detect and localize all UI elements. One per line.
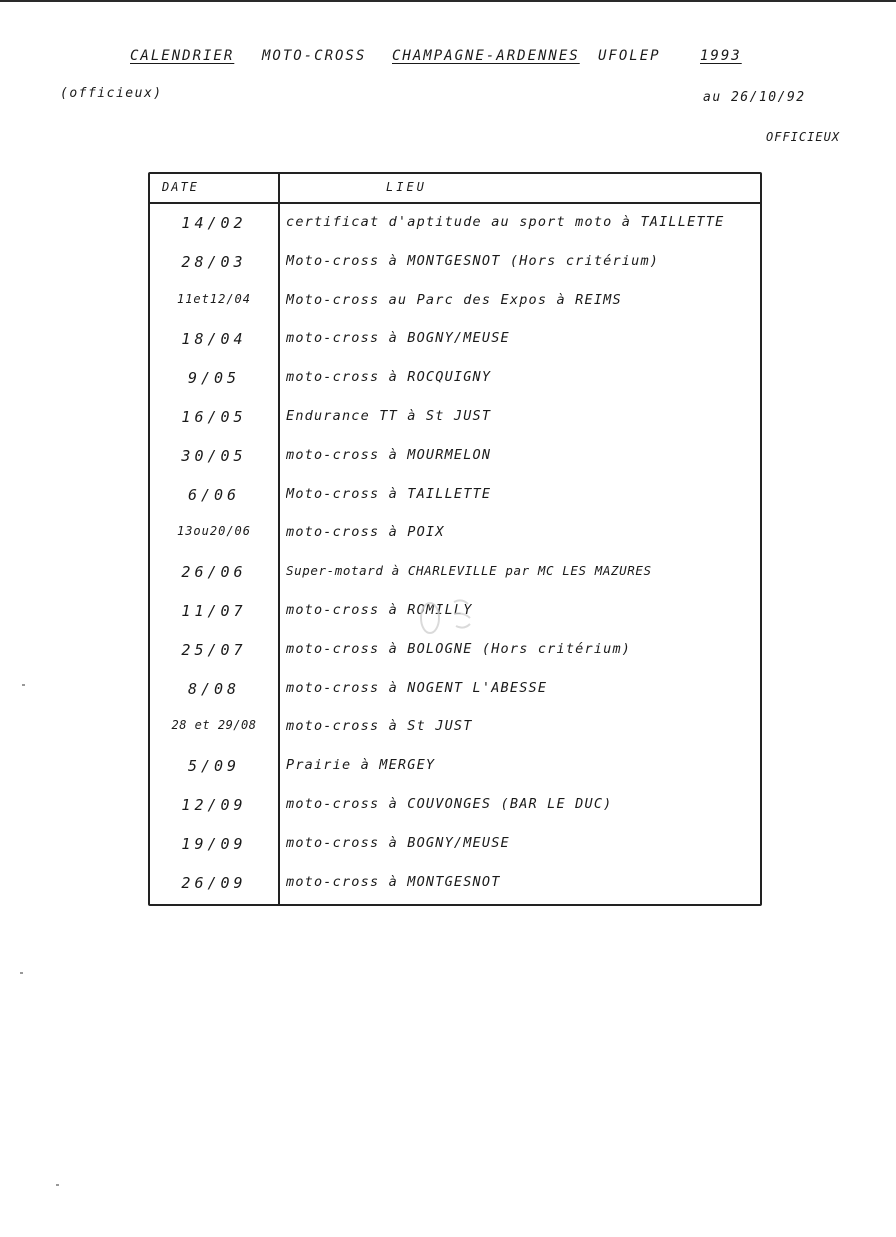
row-date: 26/09	[181, 873, 247, 892]
row-lieu: moto-cross à NOGENT L'ABESSE	[286, 679, 548, 696]
row-date: 6/06	[187, 485, 241, 504]
document-title	[130, 48, 750, 70]
row-lieu: moto-cross à COUVONGES (BAR LE DUC)	[286, 795, 613, 812]
top-border-line	[0, 0, 896, 2]
row-date: 11et12/04	[176, 291, 252, 306]
title-calendrier: CALENDRIER	[130, 48, 235, 64]
table-row	[150, 482, 760, 521]
row-date: 9/05	[187, 369, 241, 388]
row-lieu: Prairie à MERGEY	[286, 757, 436, 774]
unofficial-note: (officieux)	[60, 86, 163, 101]
title-moto-cross: MOTO-CROSS	[262, 48, 367, 64]
row-date: 11/07	[181, 601, 247, 620]
table-row	[150, 676, 760, 715]
row-lieu: Super-motard à CHARLEVILLE par MC LES MAZURES	[286, 563, 652, 579]
table-row	[150, 870, 760, 909]
row-date: 5/09	[187, 757, 241, 776]
row-lieu: moto-cross à BOGNY/MEUSE	[286, 330, 510, 347]
faint-watermark-stamp	[410, 592, 486, 642]
scan-speck	[56, 1184, 59, 1186]
table-row	[150, 249, 760, 288]
table-row	[150, 753, 760, 792]
row-date: 12/09	[181, 795, 247, 814]
table-row	[150, 404, 760, 443]
row-date: 19/09	[181, 834, 247, 853]
row-lieu: certificat d'aptitude au sport moto à TAILLETTE	[286, 214, 725, 230]
row-date: 8/08	[187, 679, 241, 698]
row-lieu: moto-cross à MONTGESNOT	[286, 873, 501, 890]
table-row	[150, 520, 760, 559]
table-row	[150, 210, 760, 249]
table-row	[150, 288, 760, 327]
row-lieu: moto-cross à POIX	[286, 524, 445, 541]
table-row	[150, 365, 760, 404]
watermark-graphic	[410, 592, 486, 642]
row-lieu: moto-cross à MOURMELON	[286, 446, 492, 463]
row-date: 28 et 29/08	[171, 718, 257, 733]
header-lieu: LIEU	[386, 180, 427, 194]
row-lieu: moto-cross à ROMILLY	[286, 601, 473, 618]
revision-date: au 26/10/92	[703, 90, 806, 105]
calendar-table	[148, 172, 762, 906]
row-lieu: Moto-cross à TAILLETTE	[286, 485, 492, 502]
row-date: 26/06	[181, 563, 247, 582]
scan-speck	[22, 684, 25, 686]
title-ufolep: UFOLEP	[598, 48, 661, 64]
row-date: 25/07	[181, 640, 247, 659]
row-lieu: moto-cross à BOLOGNE (Hors critérium)	[286, 640, 632, 657]
row-date: 18/04	[181, 330, 247, 349]
header-divider	[150, 202, 760, 204]
header-date: DATE	[162, 180, 199, 194]
row-date: 13ou20/06	[176, 524, 252, 539]
table-row	[150, 443, 760, 482]
row-lieu: Endurance TT à St JUST	[286, 407, 492, 424]
row-lieu: moto-cross à St JUST	[286, 718, 473, 735]
table-row	[150, 792, 760, 831]
title-year: 1993	[700, 48, 742, 64]
row-lieu: Moto-cross à MONTGESNOT (Hors critérium)	[286, 252, 660, 269]
unofficial-stamp: OFFICIEUX	[766, 130, 841, 144]
table-row	[150, 831, 760, 870]
title-region: CHAMPAGNE-ARDENNES	[392, 48, 580, 64]
row-lieu: Moto-cross au Parc des Expos à REIMS	[286, 291, 622, 308]
row-date: 14/02	[181, 214, 247, 232]
table-body	[150, 210, 760, 908]
row-date: 28/03	[181, 252, 247, 271]
table-row	[150, 637, 760, 676]
row-date: 16/05	[181, 407, 247, 426]
row-lieu: moto-cross à ROCQUIGNY	[286, 369, 492, 386]
row-date: 30/05	[181, 446, 247, 465]
row-lieu: moto-cross à BOGNY/MEUSE	[286, 834, 510, 851]
scan-speck	[20, 972, 23, 974]
table-row	[150, 326, 760, 365]
table-row	[150, 714, 760, 753]
